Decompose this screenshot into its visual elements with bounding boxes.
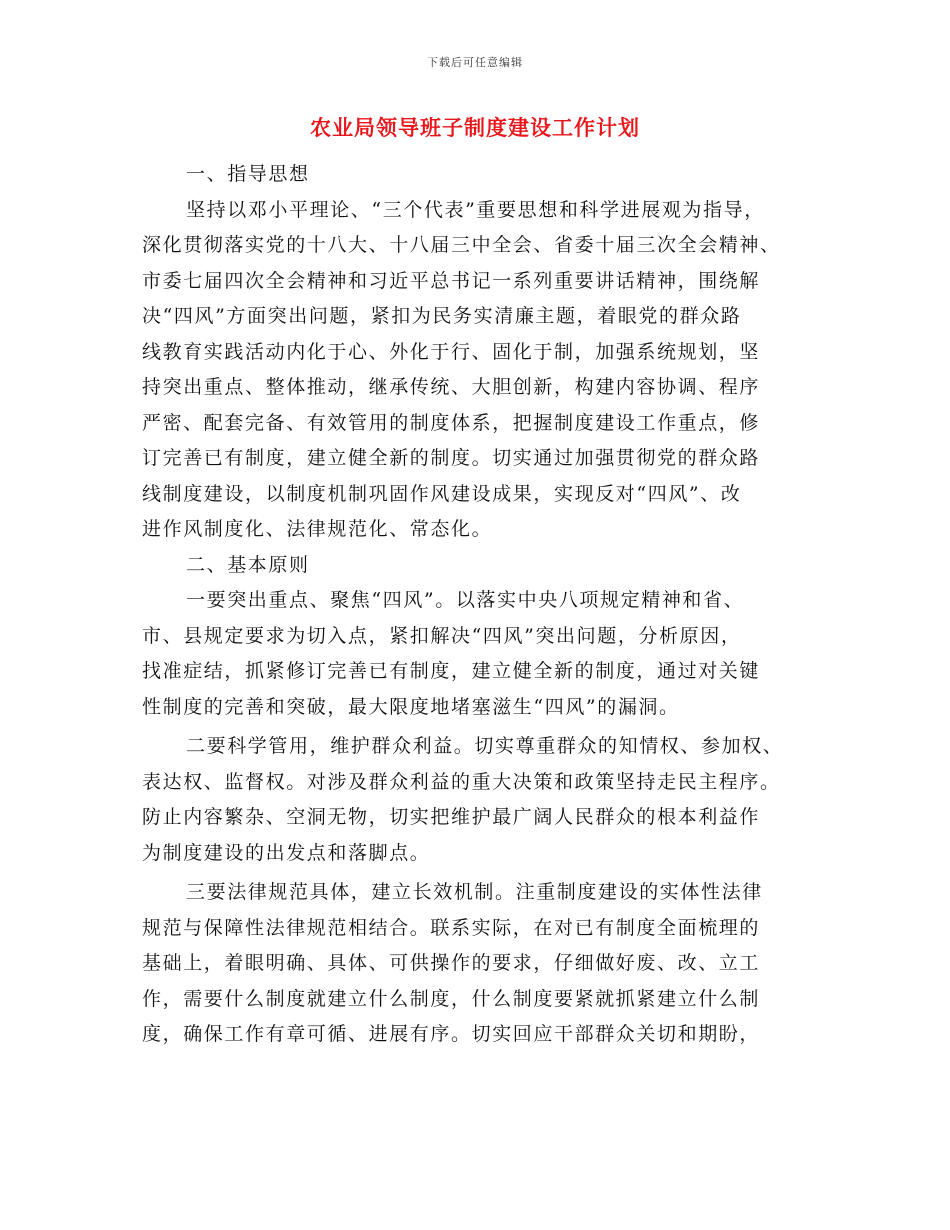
text-line: 一要突出重点、聚焦“四风”。以落实中央八项规定精神和省、 xyxy=(186,589,745,611)
text-line: 作，需要什么制度就建立什么制度，什么制度要紧就抓紧建立什么制 xyxy=(142,987,761,1010)
text-line: 订完善已有制度，建立健全新的制度。切实通过加强贯彻党的群众路 xyxy=(142,447,761,469)
document-body xyxy=(142,157,808,1053)
text-line: 进作风制度化、法律规范化、常态化。 xyxy=(142,518,493,540)
text-line: 基础上，着眼明确、具体、可供操作的要求，仔细做好废、改、立工 xyxy=(142,952,761,974)
text-line: 严密、配套完备、有效管用的制度体系，把握制度建设工作重点，修 xyxy=(142,411,761,434)
text-line: 决“四风”方面突出问题，紧扣为民务实清廉主题，着眼党的群众路 xyxy=(142,305,742,327)
document-title: 农业局领导班子制度建设工作计划 xyxy=(310,115,640,140)
text-line: 性制度的完善和突破，最大限度地堵塞滋生“四风”的漏洞。 xyxy=(142,695,680,718)
header-note: 下载后可任意编辑 xyxy=(427,56,523,69)
text-line: 三要法律规范具体，建立长效机制。注重制度建设的实体性法律 xyxy=(186,881,763,903)
text-line: 市、县规定要求为切入点，紧扣解决“四风”突出问题，分析原因， xyxy=(142,624,742,647)
text-line: 二要科学管用，维护群众利益。切实尊重群众的知情权、参加权、 xyxy=(186,735,784,757)
text-line: 二、基本原则 xyxy=(186,553,310,576)
text-line: 防止内容繁杂、空洞无物，切实把维护最广阔人民群众的根本利益作 xyxy=(142,806,761,828)
text-line: 规范与保障性法律规范相结合。联系实际，在对已有制度全面梳理的 xyxy=(142,916,761,939)
text-line: 找准症结，抓紧修订完善已有制度，建立健全新的制度，通过对关键 xyxy=(142,660,761,682)
text-line: 一、指导思想 xyxy=(186,163,310,185)
text-line: 表达权、监督权。对涉及群众利益的重大决策和政策坚持走民主程序。 xyxy=(142,770,781,793)
text-line: 坚持以邓小平理论、“三个代表”重要思想和科学进展观为指导， xyxy=(186,198,765,221)
text-line: 为制度建设的出发点和落脚点。 xyxy=(142,841,431,864)
text-line: 度，确保工作有章可循、进展有序。切实回应干部群众关切和期盼， xyxy=(142,1023,761,1045)
text-line: 市委七届四次全会精神和习近平总书记一系列重要讲话精神，围绕解 xyxy=(142,269,761,292)
text-line: 线制度建设，以制度机制巩固作风建设成果，实现反对“四风”、改 xyxy=(142,482,742,505)
text-line: 持突出重点、整体推动，继承传统、大胆创新，构建内容协调、程序 xyxy=(142,376,761,398)
text-line: 线教育实践活动内化于心、外化于行、固化于制，加强系统规划，坚 xyxy=(142,340,761,363)
text-line: 深化贯彻落实党的十八大、十八届三中全会、省委十届三次全会精神、 xyxy=(142,234,781,256)
